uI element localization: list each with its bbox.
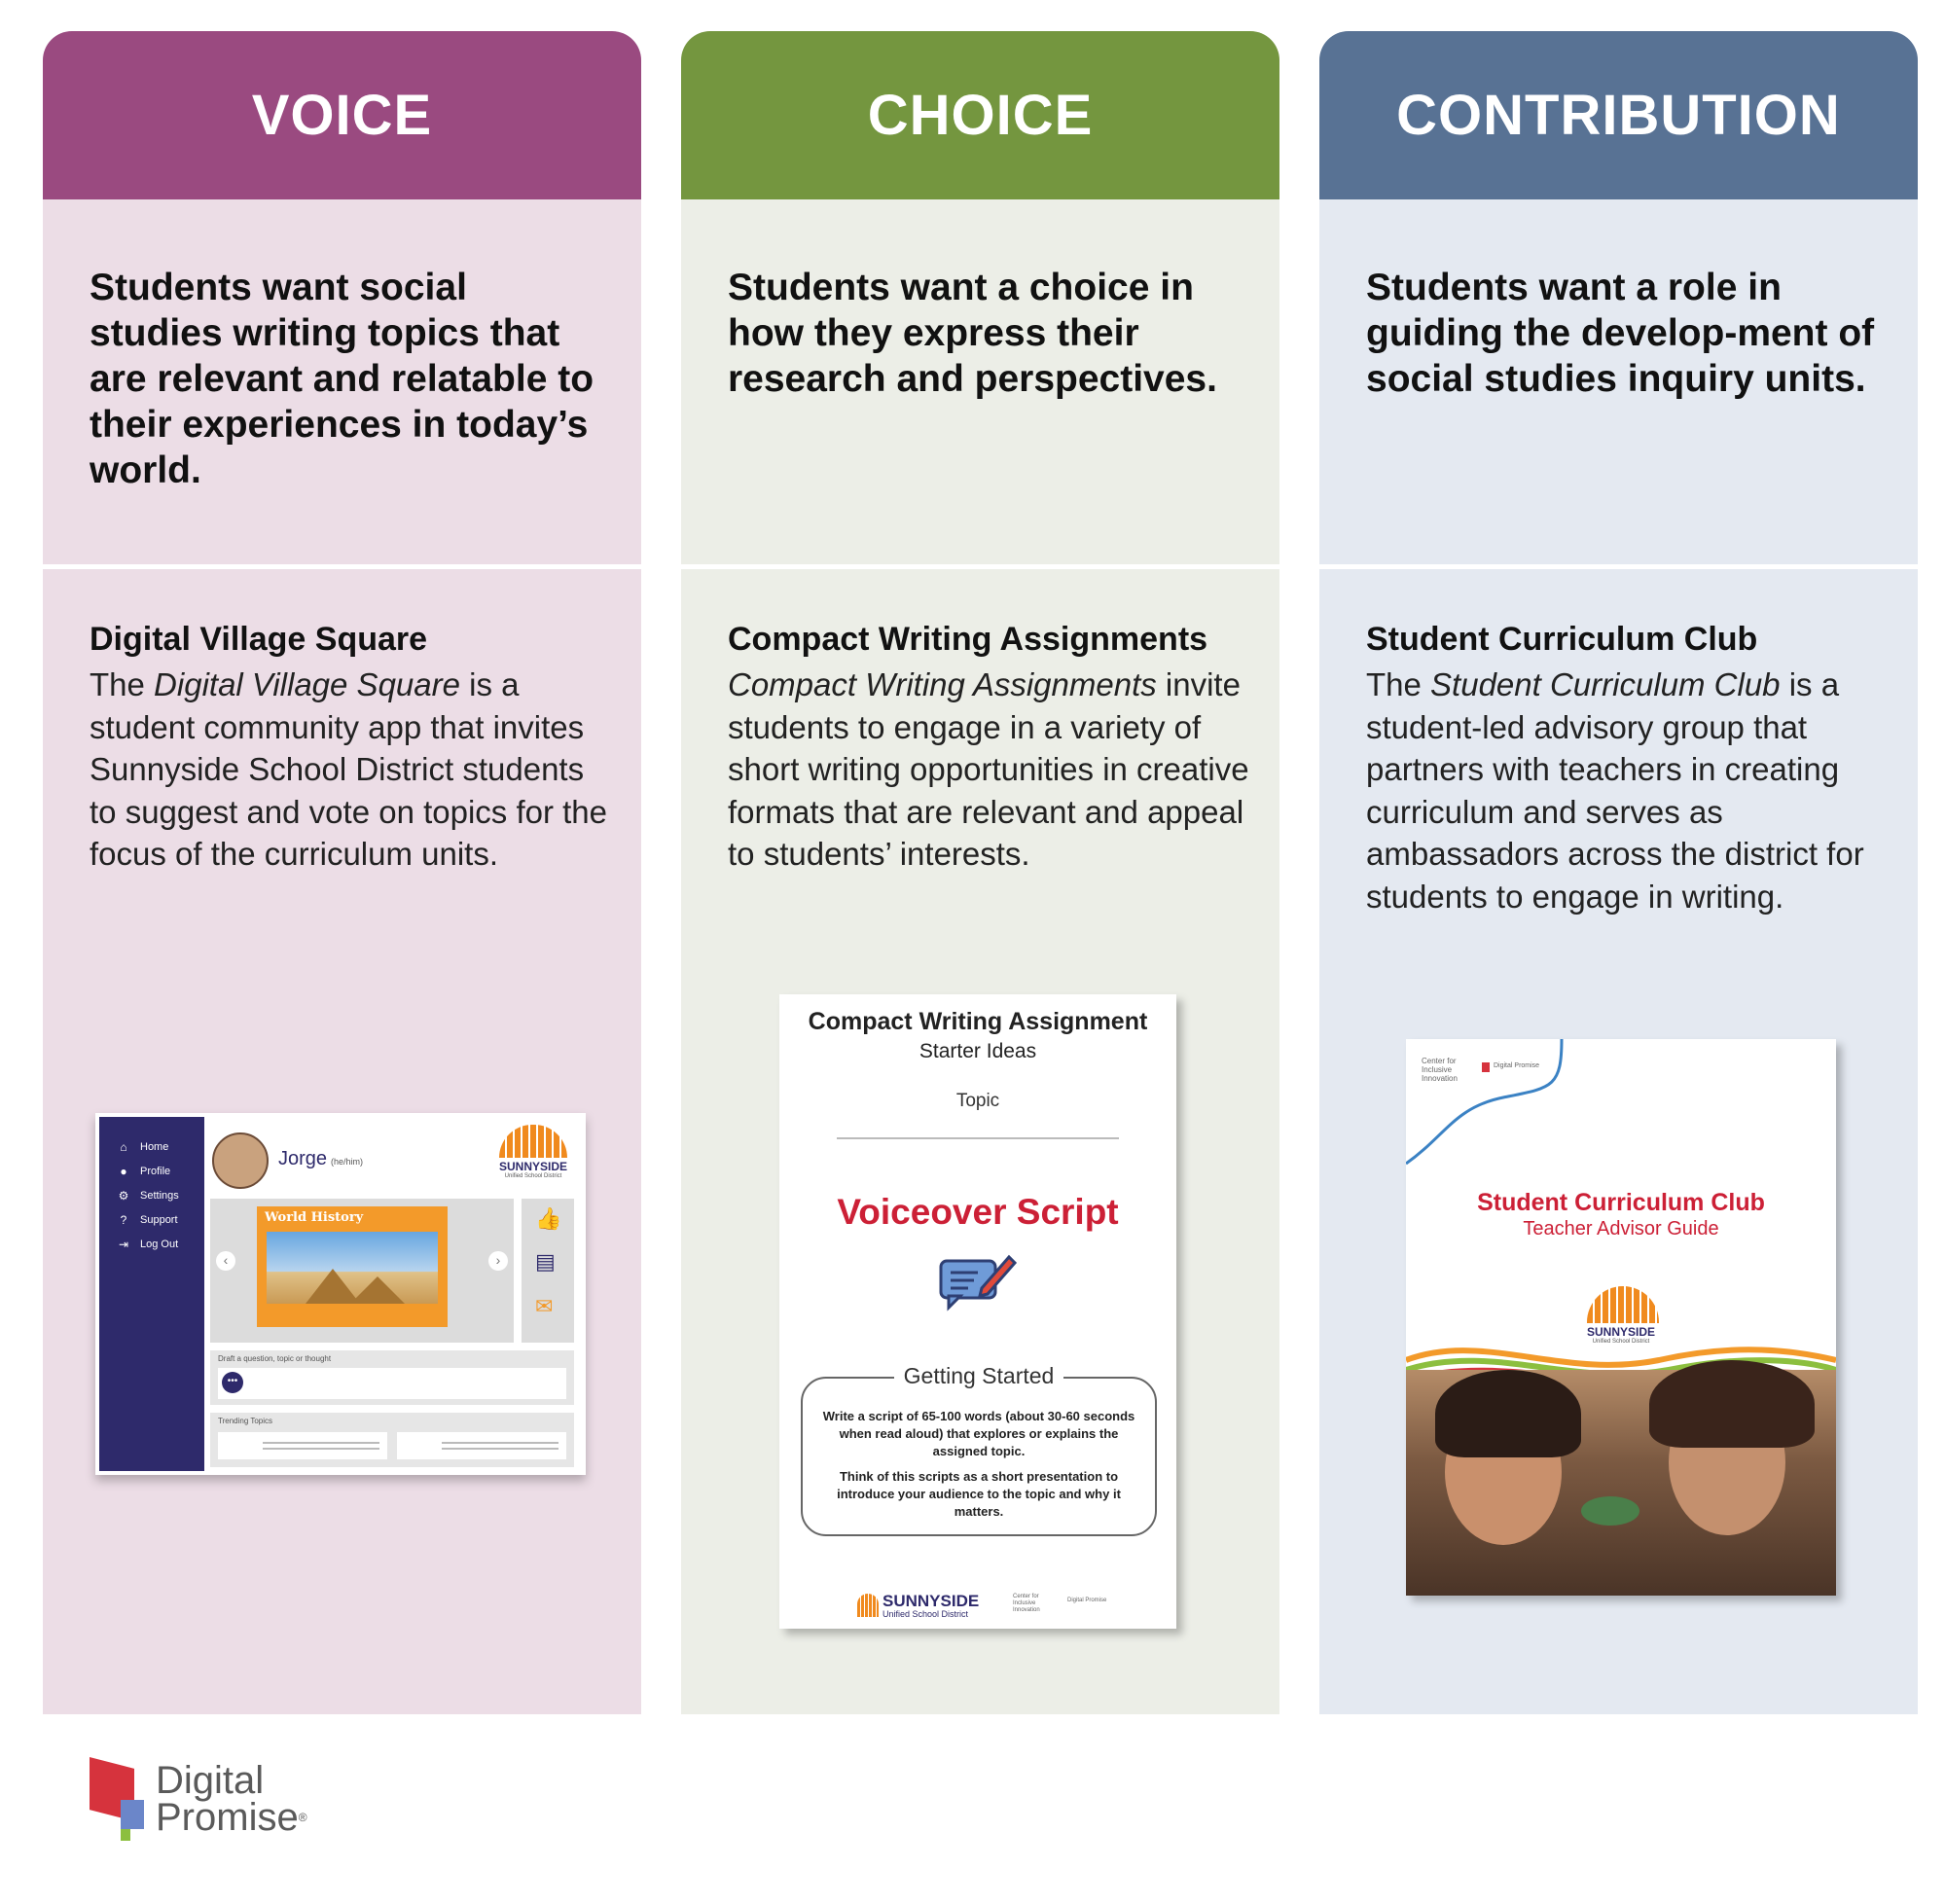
guide-logo-district: Unified School District — [1592, 1339, 1650, 1345]
choice-column — [681, 31, 1279, 1714]
nav-item-settings — [99, 1183, 204, 1207]
comment-icon: ▤ — [535, 1249, 556, 1274]
trending-item — [218, 1432, 387, 1459]
feature-body-post: is a student community app that invites Sunnyside School District students to suggest and vote on topics for the focus of the curriculum units. — [90, 666, 608, 872]
avatar — [212, 1132, 269, 1189]
column-divider — [1319, 564, 1918, 569]
nav-item-support — [99, 1207, 204, 1232]
column-lead-text: Students want a role in guiding the develop-ment of social studies inquiry units. — [1366, 267, 1875, 400]
guide-logo-name: SUNNYSIDE — [1586, 1325, 1655, 1339]
trending-panel — [210, 1413, 574, 1467]
guide-title: Student Curriculum Club — [1477, 1189, 1765, 1216]
feature-description — [1366, 664, 1889, 917]
handout-title: Compact Writing Assignment — [808, 1008, 1148, 1035]
handout-preview — [779, 994, 1176, 1629]
pyramid-shape — [350, 1276, 405, 1304]
placeholder-line — [442, 1448, 558, 1450]
instruction-paragraph: Write a script of 65-100 words (about 30-60 seconds when read aloud) that explores or explains the assigned topic. — [822, 1409, 1135, 1458]
nav-label: Log Out — [140, 1238, 179, 1250]
guide-subtitle: Teacher Advisor Guide — [1523, 1218, 1719, 1239]
sunnyside-logo — [494, 1125, 572, 1179]
column-heading: VOICE — [43, 31, 641, 199]
nav-label: Settings — [140, 1189, 179, 1202]
feature-body-post: is a student-led advisory group that partners with teachers in creating curriculum and serves as ambassadors across the district for students to engage in writing. — [1366, 666, 1864, 915]
student-hair-right — [1649, 1360, 1815, 1448]
guide-cover-preview — [1406, 1039, 1836, 1596]
footer-dp-logo: Digital Promise — [1067, 1598, 1107, 1603]
logo-name: SUNNYSIDE — [498, 1160, 567, 1173]
profile-icon: ● — [120, 1164, 127, 1178]
draft-input — [218, 1368, 566, 1399]
feature-title: Digital Village Square — [90, 621, 428, 658]
nav-item-home — [99, 1134, 204, 1159]
reaction-icons — [522, 1199, 574, 1343]
feature-body-italic: Compact Writing Assignments — [728, 666, 1157, 702]
instruction-paragraph: Think of this scripts as a short presentation to introduce your audience to the topic and why it matters. — [837, 1469, 1121, 1519]
topic-card — [257, 1206, 448, 1327]
handout-script-title: Voiceover Script — [837, 1192, 1119, 1232]
guide-cii-logo: Center for Inclusive Innovation — [1422, 1057, 1458, 1083]
user-pronouns: (he/him) — [331, 1157, 364, 1167]
handout-subtitle: Starter Ideas — [918, 1040, 1037, 1062]
handout-topic-line — [837, 1137, 1119, 1139]
nav-item-profile — [99, 1159, 204, 1183]
user-name-text: Jorge — [278, 1148, 328, 1169]
thumbs-up-icon: 👍 — [535, 1206, 562, 1231]
sunnyside-sun-icon — [499, 1125, 567, 1158]
handout-topic-label: Topic — [955, 1091, 1000, 1111]
footer-cii-logo: Center for Inclusive Innovation — [1013, 1594, 1040, 1613]
feature-body-italic: Student Curriculum Club — [1430, 666, 1781, 702]
digital-promise-logo — [90, 1757, 342, 1847]
footer-logo-name: SUNNYSIDE — [882, 1592, 980, 1610]
logo-word-digital: Digital — [156, 1759, 265, 1802]
topic-carousel — [210, 1199, 514, 1343]
feature-body-post: invite students to engage in a variety of short writing opportunities in creative formats that are relevant and appeal to students’ interests. — [728, 666, 1249, 872]
logout-icon: ⇥ — [118, 1237, 129, 1251]
column-divider — [43, 564, 641, 569]
home-icon: ⌂ — [120, 1139, 127, 1154]
feature-body-pre: The — [90, 666, 155, 702]
handout-footer — [779, 1592, 1176, 1621]
user-name — [278, 1148, 363, 1170]
column-lead-text: Students want a choice in how they express their research and perspectives. — [728, 267, 1217, 400]
draft-label: Draft a question, topic or thought — [218, 1354, 332, 1363]
feature-body-italic: Digital Village Square — [154, 666, 460, 702]
molecule-model — [1581, 1496, 1639, 1526]
feature-description — [90, 664, 612, 876]
getting-started-heading — [803, 1363, 1155, 1389]
column-lead-text: Students want social studies writing topics that are relevant and relatable to their experiences in today’s world. — [90, 267, 594, 491]
chevron-right-icon: › — [488, 1251, 508, 1271]
nav-label: Support — [140, 1213, 178, 1226]
sunnyside-sun-icon — [1587, 1286, 1659, 1323]
logo-word-promise — [156, 1798, 307, 1837]
logo-blue-square-icon — [121, 1800, 144, 1829]
column-heading: CONTRIBUTION — [1319, 31, 1918, 199]
column-heading: CHOICE — [681, 31, 1279, 199]
nav-label: Profile — [140, 1165, 171, 1177]
guide-dp-logo: Digital Promise — [1494, 1062, 1540, 1069]
feature-title: Student Curriculum Club — [1366, 621, 1758, 658]
draft-panel — [210, 1350, 574, 1405]
nav-label: Home — [140, 1140, 169, 1153]
placeholder-line — [263, 1442, 379, 1444]
column-divider — [681, 564, 1279, 569]
feature-body-pre: The — [1366, 666, 1431, 702]
getting-started-text: Getting Started — [894, 1363, 1064, 1388]
app-mockup-screenshot — [95, 1113, 586, 1475]
nav-item-logout — [99, 1232, 204, 1256]
chevron-left-icon: ‹ — [216, 1251, 235, 1271]
mail-icon: ✉ — [535, 1294, 554, 1318]
app-sidebar — [99, 1117, 204, 1471]
sunnyside-sun-icon — [857, 1594, 879, 1617]
registered-mark: ® — [298, 1811, 307, 1824]
script-pencil-icon — [939, 1249, 1017, 1311]
student-hair-left — [1435, 1370, 1581, 1457]
trending-item — [397, 1432, 566, 1459]
logo-district: Unified School District — [504, 1173, 562, 1179]
voice-column — [43, 31, 641, 1714]
placeholder-line — [442, 1442, 558, 1444]
settings-icon: ⚙ — [118, 1188, 129, 1203]
logo-word-promise-text: Promise — [156, 1796, 299, 1839]
speech-bubble-icon: ••• — [222, 1372, 243, 1393]
pyramids-image — [267, 1232, 438, 1304]
getting-started-box — [801, 1363, 1157, 1536]
topic-label: World History — [265, 1210, 364, 1225]
feature-description — [728, 664, 1250, 876]
students-photo — [1406, 1370, 1836, 1596]
digital-promise-mark-icon — [1482, 1062, 1490, 1072]
support-icon: ? — [120, 1212, 127, 1227]
feature-title: Compact Writing Assignments — [728, 621, 1208, 658]
footer-logo-district: Unified School District — [882, 1609, 969, 1619]
contribution-column — [1319, 31, 1918, 1714]
placeholder-line — [263, 1448, 379, 1450]
logo-green-square-icon — [121, 1829, 130, 1841]
trending-label: Trending Topics — [218, 1417, 273, 1425]
